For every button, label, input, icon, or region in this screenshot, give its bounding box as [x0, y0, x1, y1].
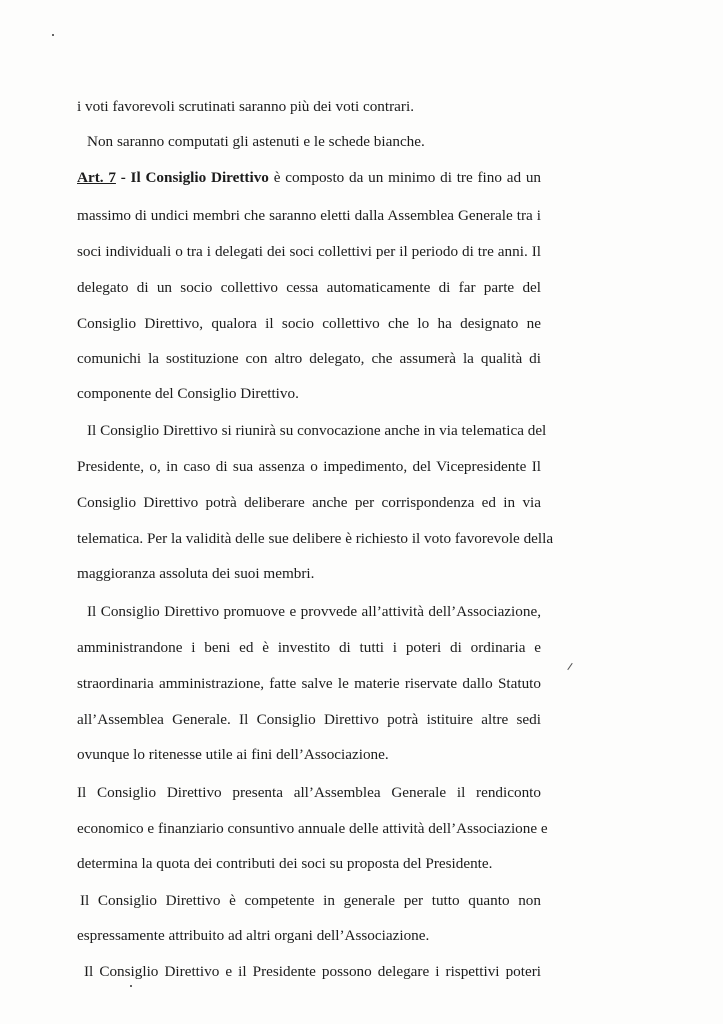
text-line: Il Consiglio Direttivo si riunirà su convocazione anche in via telematica del	[87, 422, 547, 439]
text-line: ovunque lo ritenesse utile ai fini dell’Associazione.	[77, 746, 389, 763]
article-text: è composto da un minimo di tre fino ad un	[273, 169, 542, 186]
text-line: Il Consiglio Direttivo è competente in generale per tutto quanto non	[80, 892, 541, 909]
text-line: Il Consiglio Direttivo e il Presidente possono delegare i rispettivi poteri	[84, 963, 541, 980]
text-line: espressamente attribuito ad altri organi dell’Associazione.	[77, 927, 430, 944]
article-separator: -	[115, 169, 131, 186]
text-line: straordinaria amministrazione, fatte salve le materie riservate dallo Statuto	[77, 675, 541, 692]
text-line: delegato di un socio collettivo cessa automaticamente di far parte del	[77, 279, 541, 296]
text-line: componente del Consiglio Direttivo.	[77, 385, 299, 402]
article-title: Il Consiglio Direttivo	[130, 169, 269, 186]
text-line: Consiglio Direttivo, qualora il socio collettivo che lo ha designato ne	[77, 315, 541, 332]
article-heading-line	[77, 168, 541, 188]
pen-mark	[567, 663, 572, 670]
text-line: all’Assemblea Generale. Il Consiglio Direttivo potrà istituire altre sedi	[77, 711, 541, 728]
text-line: massimo di undici membri che saranno eletti dalla Assemblea Generale tra i	[77, 207, 541, 224]
scan-speck	[52, 34, 54, 36]
text-line: Il Consiglio Direttivo presenta all’Assemblea Generale il rendiconto	[77, 784, 541, 801]
text-line: Consiglio Direttivo potrà deliberare anche per corrispondenza ed in via	[77, 494, 541, 511]
text-line: determina la quota dei contributi dei soci su proposta del Presidente.	[77, 855, 493, 872]
text-line: comunichi la sostituzione con altro delegato, che assumerà la qualità di	[77, 350, 541, 367]
text-line: i voti favorevoli scrutinati saranno più dei voti contrari.	[77, 98, 414, 115]
text-line: soci individuali o tra i delegati dei soci collettivi per il periodo di tre anni. Il	[77, 243, 541, 260]
text-line: amministrandone i beni ed è investito di tutti i poteri di ordinaria e	[77, 639, 541, 656]
article-number: Art. 7	[77, 169, 116, 186]
text-line: Presidente, o, in caso di sua assenza o impedimento, del Vicepresidente Il	[77, 458, 541, 475]
scan-speck	[130, 985, 132, 987]
text-line: Non saranno computati gli astenuti e le schede bianche.	[87, 133, 425, 150]
text-line: maggioranza assoluta dei suoi membri.	[77, 565, 315, 582]
text-line: telematica. Per la validità delle sue delibere è richiesto il voto favorevole della	[77, 530, 554, 547]
text-line: economico e finanziario consuntivo annuale delle attività dell’Associazione e	[77, 820, 548, 837]
text-line: Il Consiglio Direttivo promuove e provvede all’attività dell’Associazione,	[87, 603, 541, 620]
